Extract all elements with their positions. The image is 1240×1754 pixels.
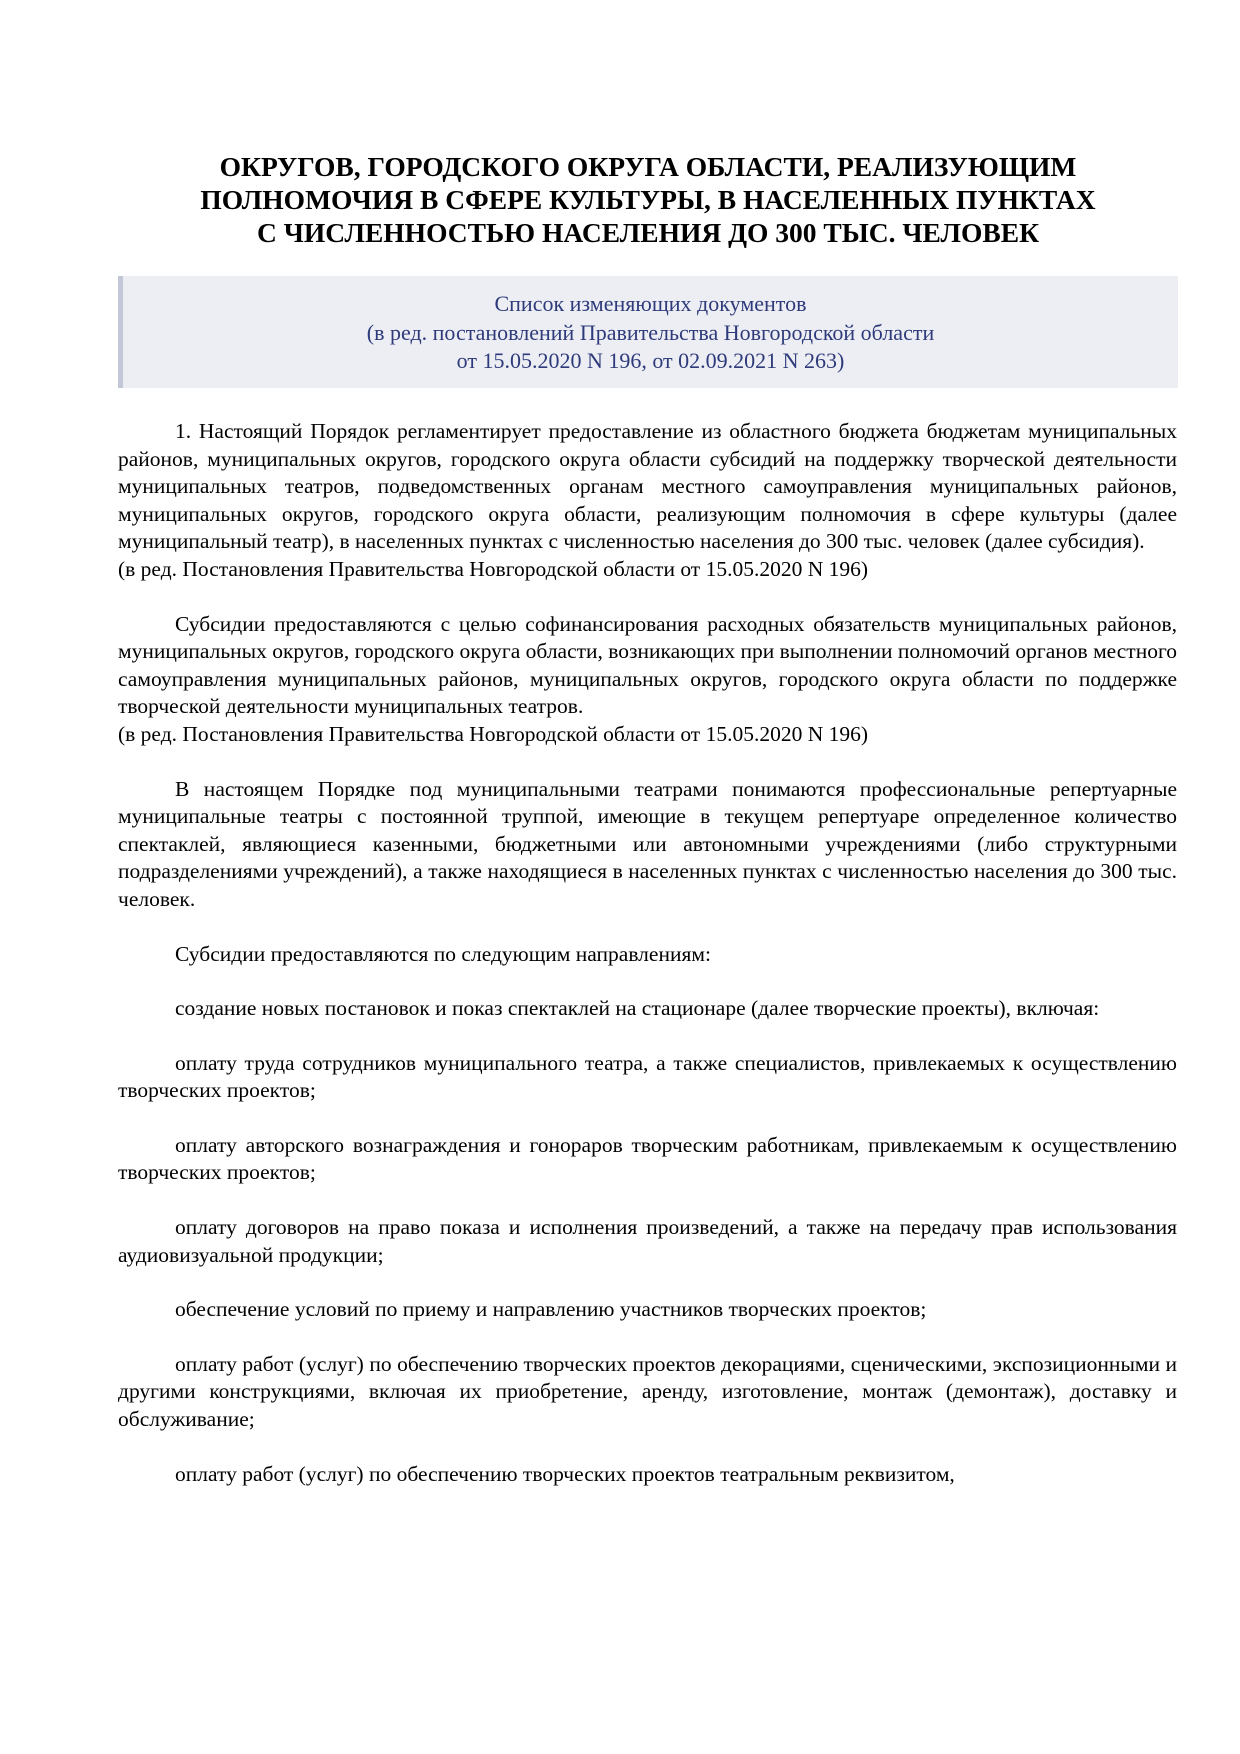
paragraph-4: Субсидии предоставляются по следующим направлениям:	[175, 941, 711, 966]
amendments-heading: Список изменяющих документов	[494, 291, 807, 316]
paragraph-6: оплату труда сотрудников муниципального театра, а также специалистов, привлекаемых к осуществлению творческих проектов;	[118, 1050, 1177, 1103]
amendments-line-3: от 15.05.2020 N 196, от 02.09.2021 N 263)	[456, 348, 845, 373]
amendment-note-1: (в ред. Постановления Правительства Новгородской области от 15.05.2020 N 196)	[118, 556, 869, 581]
paragraph-3: В настоящем Порядке под муниципальными театрами понимаются профессиональные репертуарные муниципальные театры с постоянной труппой, имеющие в текущем репертуаре определенное количество спектаклей, являющиеся казенными, бюджетными или автономными учреждениями (либо структурными подразделениями учреждений), а также находящиеся в населенных пунктах с численностью населения до 300 тыс. человек.	[118, 776, 1177, 911]
paragraph-11: оплату работ (услуг) по обеспечению творческих проектов театральным реквизитом,	[175, 1461, 955, 1486]
paragraph-8: оплату договоров на право показа и исполнения произведений, а также на передачу прав использования аудиовизуальной продукции;	[118, 1215, 1177, 1267]
amendments-line-2: (в ред. постановлений Правительства Новгородской области	[366, 319, 935, 345]
document-body	[118, 418, 1177, 1488]
paragraph-9: обеспечение условий по приему и направлению участников творческих проектов;	[175, 1297, 927, 1322]
title-line-1: ОКРУГОВ, ГОРОДСКОГО ОКРУГА ОБЛАСТИ, РЕАЛИЗУЮЩИМ	[219, 151, 1077, 182]
document-title	[118, 150, 1178, 249]
paragraph-1: 1. Настоящий Порядок регламентирует предоставление из областного бюджета бюджетам муниципальных районов, муниципальных округов, городского округа области субсидий на поддержку творческой деятельности муниципальных театров, подведомственных органам местного самоуправления муниципальных районов, муниципальных округов, городского округа области, реализующим полномочия в сфере культуры (далее муниципальный театр), в населенных пунктах с численностью населения до 300 тыс. человек (далее субсидия).	[118, 419, 1177, 554]
title-line-3: С ЧИСЛЕННОСТЬЮ НАСЕЛЕНИЯ ДО 300 ТЫС. ЧЕЛОВЕК	[256, 217, 1040, 248]
paragraph-10: оплату работ (услуг) по обеспечению творческих проектов декорациями, сценическими, экспозиционными и другими конструкциями, включая их приобретение, аренду, изготовление, монтаж (демонтаж), доставку и обслуживание;	[118, 1351, 1177, 1432]
amendments-box	[118, 276, 1178, 388]
amendment-note-2: (в ред. Постановления Правительства Новгородской области от 15.05.2020 N 196)	[118, 721, 869, 746]
paragraph-2: Субсидии предоставляются с целью софинансирования расходных обязательств муниципальных районов, муниципальных округов, городского округа области, возникающих при выполнении полномочий органов местного самоуправления муниципальных районов, муниципальных округов, городского округа области по поддержке творческой деятельности муниципальных театров.	[118, 611, 1177, 719]
title-line-2: ПОЛНОМОЧИЯ В СФЕРЕ КУЛЬТУРЫ, В НАСЕЛЕННЫХ ПУНКТАХ	[200, 184, 1096, 215]
paragraph-7: оплату авторского вознаграждения и гонораров творческим работникам, привлекаемым к осуществлению творческих проектов;	[118, 1132, 1177, 1185]
paragraph-5: создание новых постановок и показ спектаклей на стационаре (далее творческие проекты), включая:	[175, 996, 1100, 1021]
